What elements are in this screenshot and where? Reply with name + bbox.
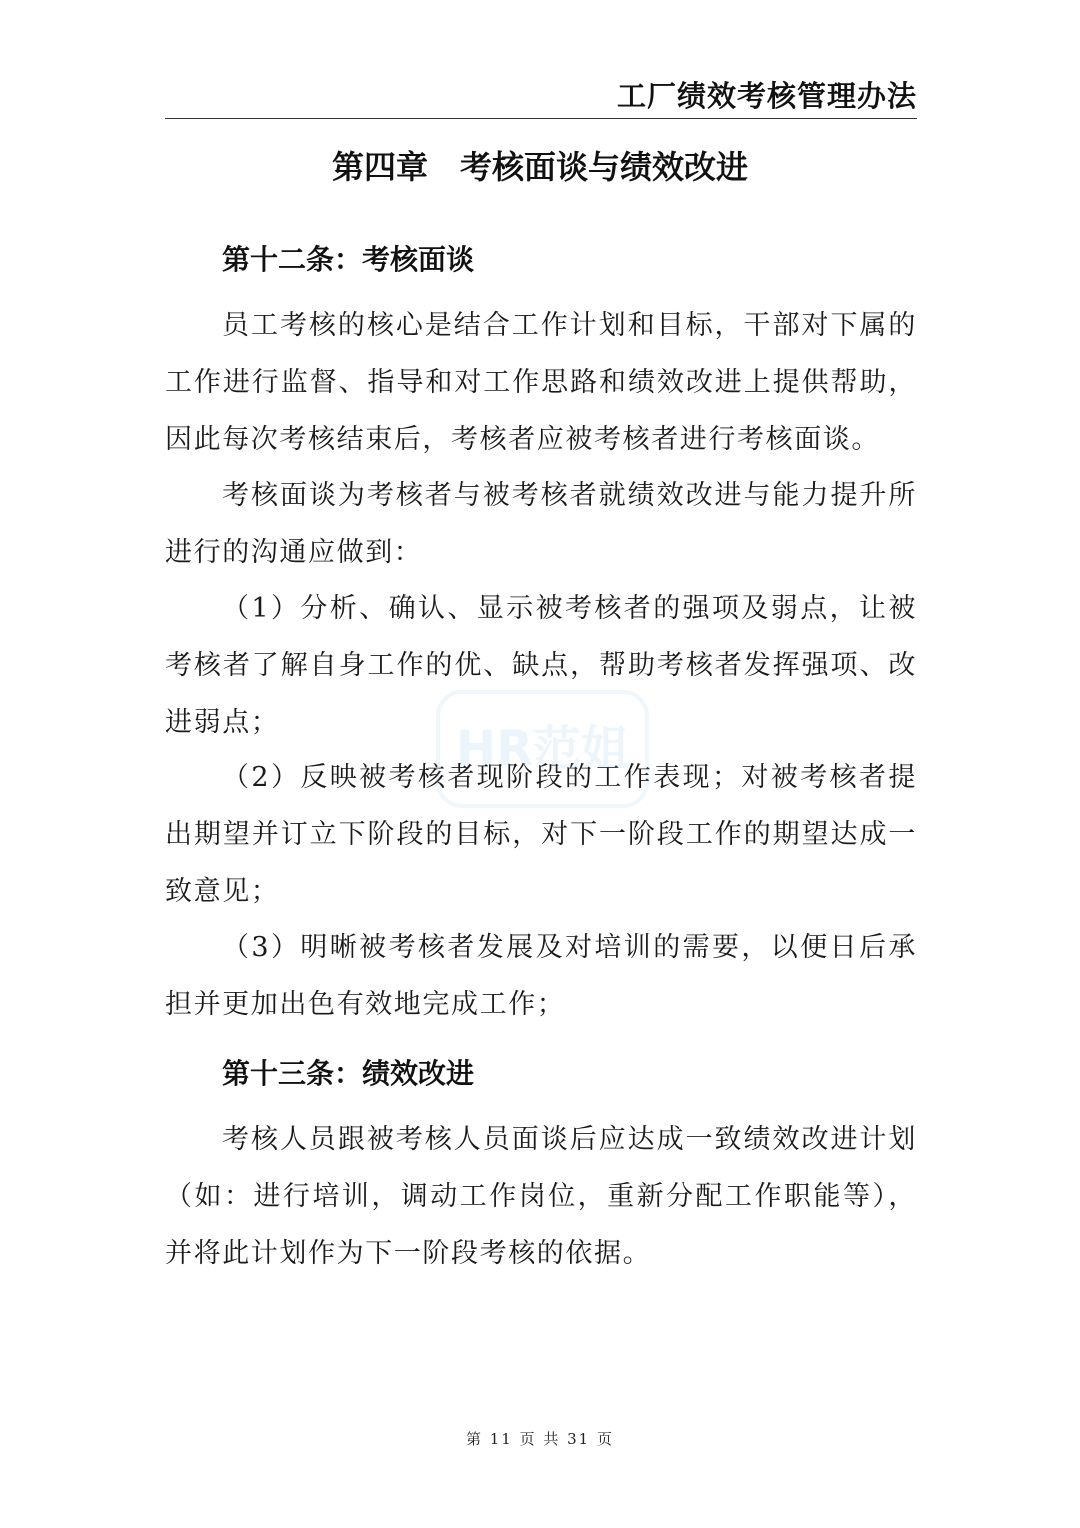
page-number: 第 11 页 共 31 页 <box>465 1430 614 1448</box>
article-12-item-1: （1）分析、确认、显示被考核者的强项及弱点，让被考核者了解自身工作的优、缺点，帮助考核者发挥强项、改进弱点； <box>165 593 917 738</box>
article-13-heading: 第十三条：绩效改进 <box>222 1057 475 1090</box>
watermark-logo: HR范姐 <box>436 690 649 808</box>
article-13-paragraph-1: 考核人员跟被考核人员面谈后应达成一致绩效改进计划（如：进行培训，调动工作岗位，重新分配工作职能等），并将此计划作为下一阶段考核的依据。 <box>165 1124 917 1269</box>
article-12-item-3: （3）明晰被考核者发展及对培训的需要，以便日后承担并更加出色有效地完成工作； <box>165 932 917 1020</box>
article-12-heading: 第十二条：考核面谈 <box>222 243 475 276</box>
page-header <box>165 70 917 119</box>
article-12-paragraph-2: 考核面谈为考核者与被考核者就绩效改进与能力提升所进行的沟通应做到： <box>165 480 917 568</box>
article-12-item-2: （2）反映被考核者现阶段的工作表现；对被考核者提出期望并订立下阶段的目标，对下一阶段工作的期望达成一致意见； <box>165 762 917 907</box>
chapter-title: 第四章 考核面谈与绩效改进 <box>331 148 748 186</box>
document-title: 工厂绩效考核管理办法 <box>616 79 917 113</box>
article-12-paragraph-1: 员工考核的核心是结合工作计划和目标，干部对下属的工作进行监督、指导和对工作思路和绩效改进上提供帮助，因此每次考核结束后，考核者应被考核者进行考核面谈。 <box>165 310 917 455</box>
